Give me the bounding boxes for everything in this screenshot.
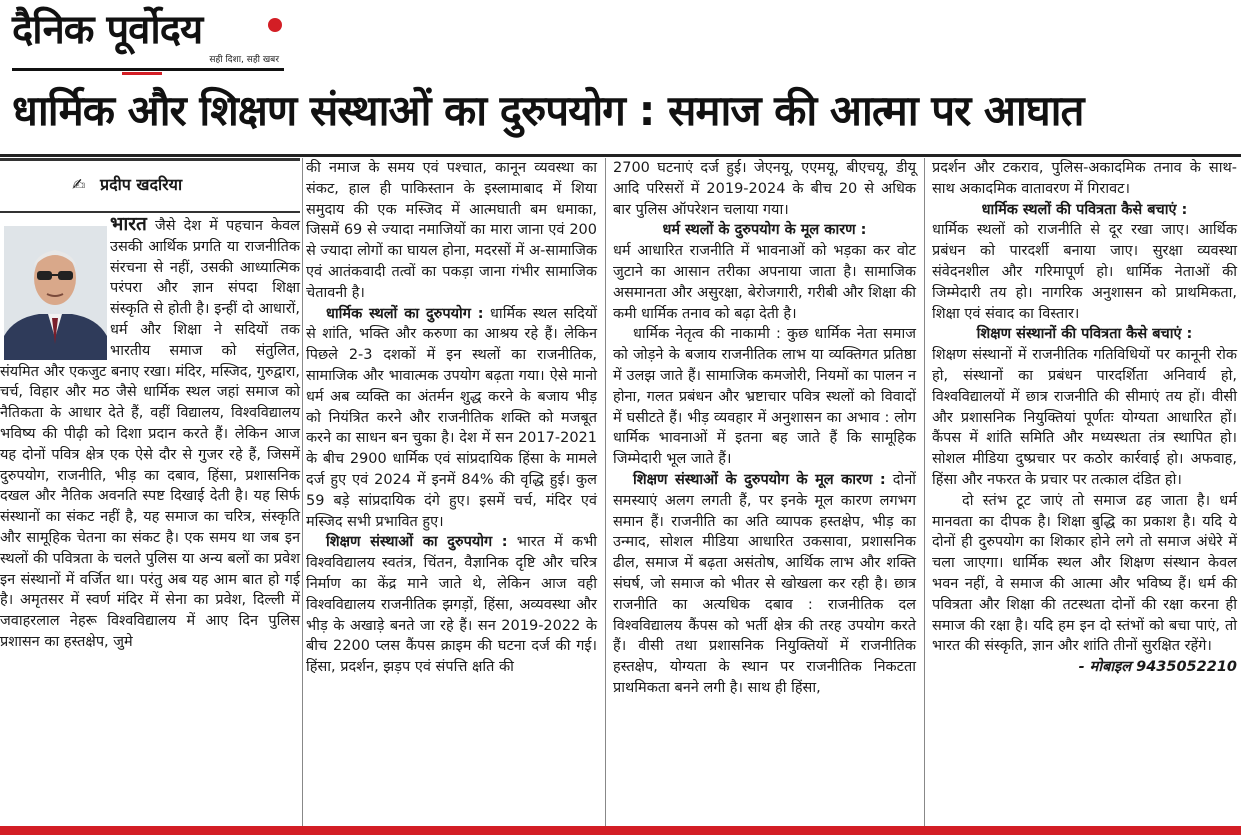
subheading-religious-causes: धर्म स्थलों के दुरुपयोग के मूल कारण : <box>662 222 867 239</box>
column-divider-1 <box>302 158 303 826</box>
headline-divider <box>0 154 1241 157</box>
subheading-protect-religious: धार्मिक स्थलों की पवित्रता कैसे बचाएं : <box>981 201 1188 218</box>
subheading-education-misuse: शिक्षण संस्थाओं का दुरुपयोग : <box>326 534 508 551</box>
column-3-para-2: धर्म आधारित राजनीति में भावनाओं को भड़का कर वोट जुटाने का आसान तरीका अपनाया जाता है। सामाजिक असमानता और असुरक्षा, बेरोजगारी, गरीबी और शिक्षा की कमी धार्मिक तनाव को बढ़ा देती है। <box>613 243 916 322</box>
column-divider-3 <box>924 158 925 826</box>
column-2-para-1: की नमाज के समय एवं पश्चात, कानून व्यवस्था का संकट, हाल ही पाकिस्तान के इस्लामाबाद में शिया समुदाय की एक मस्जिद में आत्मघाती बम धमाका, जिसमें 69 से ज्यादा नमाजियों का मारा जाना एवं 200 से ज्यादा लोगों का घायल होना, मदरसों में अ-सामाजिक एवं आतंकवादी तत्वों का पकड़ा जाना गंभीर सामाजिक चेतावनी है। <box>306 160 597 301</box>
pen-icon: ✍ <box>72 175 86 194</box>
column-2-para-2: धार्मिक स्थल सदियों से शांति, भक्ति और करुणा का आश्रय रहे हैं। लेकिन पिछले 2-3 दशकों में इन स्थलों का राजनीतिक, सामाजिक और भावात्मक उपयोग बढ़ता गया। ऐसे मानो धर्म अब व्यक्ति का अंतर्मन शुद्ध करने के बजाय भीड़ को नियंत्रित करने और राजनीतिक शक्ति को मजबूत करने का साधन बन चुका है। देश में सन 2017-2021 के बीच 2900 धार्मिक एवं सांप्रदायिक हिंसा के मामले दर्ज हुए एवं 2024 में इनमें 84% की वृद्धि हुई। कुल 59 बड़े सांप्रदायिक दंगे हुए। इसमें चर्च, मंदिर एवं मस्जिद सभी प्रभावित हुए। <box>306 305 597 530</box>
subheading-protect-education: शिक्षण संस्थानों की पवित्रता कैसे बचाएं : <box>976 326 1193 343</box>
column-3-para-3: धार्मिक नेतृत्व की नाकामी : कुछ धार्मिक नेता समाज को जोड़ने के बजाय राजनीतिक लाभ या व्यक्तिगत प्रतिष्ठा में उलझ जाते हैं। सामाजिक कमजोरी, नियमों का पालन न होना, गलत प्रबंधन और भ्रष्टाचार पवित्र स्थलों को विवादों में घसीटते हैं। भीड़ व्यवहार में अनुशासन का अभाव : लोग धार्मिक भावनाओं में इतना बह जाते हैं कि सामूहिक जिम्मेदारी भूल जाते हैं। <box>613 326 916 468</box>
column-2-para-3: भारत में कभी विश्वविद्यालय स्वतंत्र, चिंतन, वैज्ञानिक दृष्टि और चरित्र निर्माण का केंद्र माने जाते थे, लेकिन आज वही विश्वविद्यालय राजनीतिक झगड़ों, हिंसा, अव्यवस्था और भीड़ के अखाड़े बनते जा रहे हैं। सन 2019-2022 के बीच 2200 प्लस कैंपस क्राइम की घटना दर्ज की गई। हिंसा, प्रदर्शन, झड़प एवं संपत्ति क्षति की <box>306 534 598 676</box>
column-2 <box>306 158 597 678</box>
subheading-education-causes: शिक्षण संस्थाओं के दुरुपयोग के मूल कारण : <box>633 471 886 488</box>
drop-word: भारत <box>110 213 147 235</box>
newspaper-name: दैनिक पूर्वोदय <box>12 7 203 53</box>
masthead <box>12 6 287 72</box>
column-1-text: जैसे देश में पहचान केवल उसकी आर्थिक प्रगति या राजनीतिक संरचना से नहीं, उसकी आध्यात्मिक परंपरा और ज्ञान संपदा शिक्षा संस्कृति से होती है। इन्हीं दो आधारों, धर्म और शिक्षा ने सदियों तक भारतीय समाज को संतुलित, संयमित और एकजुट बनाए रखा। मंदिर, मस्जिद, गुरुद्वारा, चर्च, विहार और मठ जैसे धार्मिक स्थल जहां समाज को नैतिकता के आधार देते हैं, वहीं विद्यालय, विश्वविद्यालय भविष्य की पीढ़ी को दिशा प्रदान करते हैं। लेकिन आज यह दोनों पवित्र क्षेत्र एक ऐसे दौर से गुजर रहे हैं, जिसमें दुरुपयोग, राजनीति, भीड़ का दबाव, हिंसा, प्रशासनिक दखल और नैतिक अवनति स्पष्ट दिखाई देती है। यह सिर्फ संस्थानों का संकट नहीं है, यह समाज का चरित्र, संस्कृति और सामूहिक चेतना का संकट है। एक समय था जब इन स्थलों की पवित्रता के चलते पुलिस या अन्य बलों का प्रवेश इन संस्थानों में वर्जित था। परंतु अब यह आम बात हो गई है। अमृतसर में स्वर्ण मंदिर में सेना का प्रवेश, दिल्ली में जवाहरलाल नेहरू विश्वविद्यालय में आए दिन पुलिस प्रशासन का हस्तक्षेप, जुमे <box>0 218 301 650</box>
column-3-para-4: दोनों समस्याएं अलग लगती हैं, पर इनके मूल कारण लगभग समान हैं। राजनीति का अति व्यापक हस्तक्षेप, भीड़ का उन्माद, सोशल मीडिया आधारित उकसावा, प्रशासनिक ढील, समाज में बढ़ता असंतोष, आर्थिक लाभ और शक्ति संघर्ष, जो समाज को भीतर से खोखला कर रही है। छात्र राजनीति का अत्यधिक दबाव : राजनीतिक दल विश्वविद्यालय कैंपस को भर्ती क्षेत्र की तरह उपयोग करते हैं। वीसी तथा प्रशासनिक नियुक्तियों में राजनीतिक हस्तक्षेप, योग्यता के स्थान पर राजनीतिक निकटता प्राथमिकता बनने लगी है। साथ ही हिंसा, <box>613 471 916 696</box>
masthead-red-dot <box>268 18 282 32</box>
column-divider-2 <box>605 158 606 826</box>
column-3-para-1: 2700 घटनाएं दर्ज हुई। जेएनयू, एएमयू, बीएचयू, डीयू आदि परिसरों में 2019-2024 के बीच 20 से अधिक बार पुलिस ऑपरेशन चलाया गया। <box>613 160 916 218</box>
masthead-red-bar <box>122 72 162 75</box>
column-3 <box>613 158 916 699</box>
subheading-religious-misuse: धार्मिक स्थलों का दुरुपयोग : <box>326 305 484 322</box>
newspaper-tagline: सही दिशा, सही खबर <box>209 55 279 65</box>
column-4-para-4: दो स्तंभ टूट जाएं तो समाज ढह जाता है। धर्म मानवता का दीपक है। शिक्षा बुद्धि का प्रकाश है। यदि ये दोनों ही दुरुपयोग का शिकार होने लगे तो समाज अंधेरे में चला जाएगा। धार्मिक स्थल और शिक्षण संस्थान केवल भवन नहीं, वे समाज की आत्मा और भविष्य हैं। धर्म की पवित्रता और शिक्षा की तटस्थता दोनों की रक्षा करना ही समाज की रक्षा है। यदि हम इन दो स्तंभों को बचा पाएं, तो भारत की संस्कृति, ज्ञान और शांति तीनों सुरक्षित रहेंगे। <box>932 492 1237 655</box>
column-4-para-2: धार्मिक स्थलों को राजनीति से दूर रखा जाए। आर्थिक प्रबंधन को पारदर्शी बनाया जाए। सुरक्षा व्यवस्था संवेदनशील और गरिमापूर्ण हो। धार्मिक नेताओं की जिम्मेदारी तय हो। नागरिक अनुशासन को प्राथमिकता, शिक्षा एवं संवाद का विस्तार। <box>932 222 1237 322</box>
column-1 <box>0 214 300 653</box>
masthead-rule <box>12 68 284 71</box>
author-mobile: - मोबाइल 9435052210 <box>1078 659 1237 676</box>
footer-red-bar <box>0 826 1241 835</box>
column-4 <box>932 158 1237 678</box>
column-4-para-1: प्रदर्शन और टकराव, पुलिस-अकादमिक तनाव के साथ-साथ अकादमिक वातावरण में गिरावट। <box>932 160 1237 197</box>
byline <box>0 158 300 213</box>
article-headline: धार्मिक और शिक्षण संस्थाओं का दुरुपयोग : समाज की आत्मा पर आघात <box>12 86 1084 135</box>
column-4-para-3: शिक्षण संस्थानों में राजनीतिक गतिविधियों पर कानूनी रोक हो, संस्थानों का प्रबंधन पारदर्शिता अनिवार्य हो, विश्वविद्यालयों में छात्र राजनीति की सीमाएं तय हों। वीसी और प्रशासनिक नियुक्तियां पूर्णतः योग्यता आधारित हों। कैंपस में शांति समिति और मध्यस्थता तंत्र स्थापित हो। सोशल मीडिया दुष्प्रचार पर कठोर कार्रवाई हो। अफवाह, हिंसा और नफरत के प्रचार पर तत्काल दंडित हो। <box>932 347 1237 488</box>
photo-float-spacer <box>0 214 110 360</box>
author-name: प्रदीप खदरिया <box>100 175 183 194</box>
